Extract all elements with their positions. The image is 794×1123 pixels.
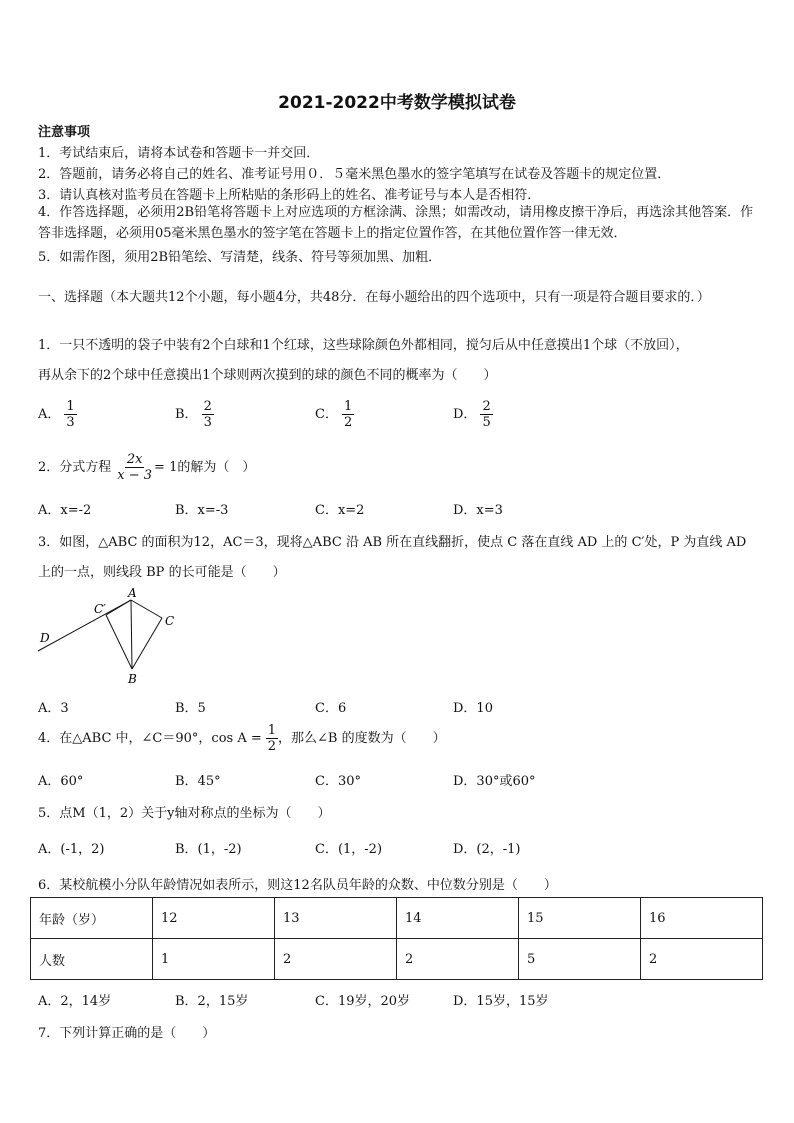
q2-option-d[interactable]: D．x=3 [453,503,503,518]
option-label: C． [315,407,338,422]
segment-ab [131,600,132,669]
table-cell: 1 [153,939,275,980]
line-ad [38,600,131,651]
label-b: B [128,672,137,686]
table-cell: 年龄（岁） [31,898,153,939]
q6-option-c[interactable]: C．19岁，20岁 [315,994,411,1009]
label-d: D [40,631,50,645]
table-cell: 16 [641,898,763,939]
table-cell: 13 [275,898,397,939]
table-cell: 2 [397,939,519,980]
q6-option-d[interactable]: D．15岁，15岁 [453,994,549,1009]
label-c: C [165,614,175,628]
q5-option-c[interactable]: C．(1，-2) [315,842,383,857]
table-cell: 人数 [31,939,153,980]
page-title: 2021-2022中考数学模拟试卷 [278,93,516,113]
q5-option-b[interactable]: B．(1，-2) [175,842,242,857]
notice-item: 3．请认真核对监考员在答题卡上所粘贴的条形码上的姓名、准考证号与本人是否相符． [38,188,541,203]
fraction: $\frac{1}{3}$ [66,399,75,430]
q4-option-b[interactable]: B．45° [175,774,221,789]
q3-option-a[interactable]: A．3 [38,701,69,716]
question-4: 4．在△ABC 中，∠C＝90°，cos A = $\frac{1}{2}$ ，那么∠B 的度数为（ ） [38,723,446,754]
segment-ac [131,600,162,618]
table-cell: 2 [275,939,397,980]
equation-fraction: $\frac{2x}{x - 3}$ [117,452,153,483]
q3-option-d[interactable]: D．10 [453,701,493,716]
notice-item: 2．答题前，请务必将自己的姓名、准考证号用０．５毫米黑色墨水的签字笔填写在试卷及答题卡的规定位置． [38,167,671,182]
table-cell: 14 [397,898,519,939]
question-1-line-2: 再从余下的2个球中任意摸出1个球则两次摸到的球的颜色不同的概率为（ ） [38,368,497,383]
q1-option-b[interactable] [175,399,214,430]
fraction: $\frac{1}{2}$ [343,399,353,430]
q2-option-a[interactable]: A．x=-2 [38,503,92,518]
option-label: B． [175,407,198,422]
notice-item: 4．作答选择题，必须用2B铅笔将答题卡上对应选项的方框涂满、涂黑；如需改动，请用橡皮擦干净后，再选涂其他答案．作答非选择题，必须用05毫米黑色墨水的签字笔在答题卡上的指定位置作答，在其他位置作答一律无效． [38,205,754,241]
table-row [31,898,763,939]
q6-option-a[interactable]: A．2，14岁 [38,994,112,1009]
label-c-prime: C′ [94,602,106,616]
q3-option-b[interactable]: B．5 [175,701,206,716]
segment-c-prime-b [106,615,132,669]
cos-fraction: $\frac{1}{2}$ [267,723,277,754]
q2-option-b[interactable]: B．x=-3 [175,503,229,518]
fraction: $\frac{2}{3}$ [203,399,212,430]
segment-cb [132,618,162,669]
question-5: 5．点M（1，2）关于y轴对称点的坐标为（ ） [38,806,331,821]
section-heading: 一、选择题（本大题共12个小题，每小题4分，共48分．在每小题给出的四个选项中，只有一项是符合题目要求的．） [38,290,710,305]
q6-option-b[interactable]: B．2，15岁 [175,994,249,1009]
label-a: A [128,586,137,600]
question-2: 2．分式方程 $\frac{2x}{x - 3}$ = 1的解为（ ） [38,452,256,483]
fraction: $\frac{2}{5}$ [482,399,491,430]
q4-option-c[interactable]: C．30° [315,774,361,789]
table-cell: 5 [519,939,641,980]
question-3-line-1: 3．如图，△ABC 的面积为12，AC＝3，现将△ABC 沿 AB 所在直线翻折，使点 C 落在直线 AD 上的 C′处，P 为直线 AD [38,535,747,550]
q1-option-c[interactable] [315,399,354,430]
notice-item: 5．如需作图，须用2B铅笔绘、写清楚，线条、符号等须加黑、加粗． [38,250,442,265]
age-table [30,897,763,980]
option-label: A． [38,407,61,422]
q5-option-a[interactable]: A．(-1，2) [38,842,105,857]
table-cell: 2 [641,939,763,980]
q2-option-c[interactable]: C．x=2 [315,503,365,518]
question-7: 7．下列计算正确的是（ ） [38,1026,216,1041]
notice-item: 1．考试结束后，请将本试卷和答题卡一并交回． [38,146,320,161]
question-6: 6．某校航模小分队年龄情况如表所示，则这12名队员年龄的众数、中位数分别是（ ） [38,878,557,893]
question-1-line-1: 1．一只不透明的袋子中装有2个白球和1个红球，这些球除颜色外都相同，搅匀后从中任意摸出1个球（不放回）， [38,338,689,353]
question-3-line-2: 上的一点，则线段 BP 的长可能是（ ） [38,565,286,580]
q1-option-a[interactable] [38,399,77,430]
table-row [31,939,763,980]
q1-option-d[interactable] [453,399,493,430]
segment-ac-prime [106,600,131,615]
triangle-figure [34,585,184,690]
table-cell: 15 [519,898,641,939]
q5-option-d[interactable]: D．(2，-1) [453,842,521,857]
q4-option-a[interactable]: A．60° [38,774,84,789]
q3-option-c[interactable]: C．6 [315,701,347,716]
notice-heading: 注意事项 [38,125,91,140]
q4-option-d[interactable]: D．30°或60° [453,774,536,789]
table-cell: 12 [153,898,275,939]
option-label: D． [453,407,477,422]
